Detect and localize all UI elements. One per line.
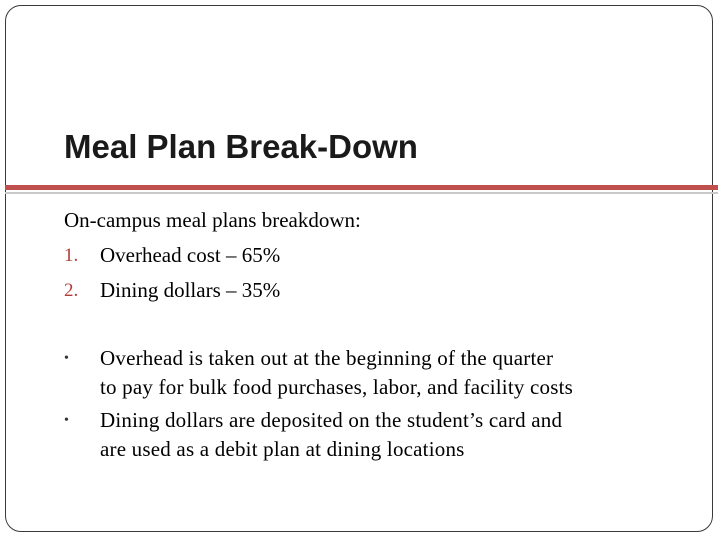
bullet-text: [100, 344, 573, 402]
bullet-marker: •: [64, 351, 69, 366]
bullet-overhead: [64, 344, 573, 402]
numbered-item-dining-dollars: [64, 278, 280, 303]
bullet-line: Dining dollars are deposited on the student’s card and: [100, 408, 563, 432]
intro-text: On-campus meal plans breakdown:: [64, 208, 361, 232]
bullet-dining-dollars: [64, 406, 562, 464]
item-text: Overhead cost – 65%: [100, 243, 281, 267]
title-accent-rule: [5, 185, 718, 190]
bullet-line: Overhead is taken out at the beginning of the quarter: [100, 346, 554, 370]
title-gray-rule: [5, 192, 718, 194]
bullet-marker: •: [64, 413, 69, 428]
bullet-text: [100, 406, 562, 464]
bullet-line: to pay for bulk food purchases, labor, and facility costs: [100, 375, 574, 399]
slide-title: Meal Plan Break-Down: [64, 128, 418, 165]
bullet-line: are used as a debit plan at dining locations: [100, 437, 465, 461]
item-number: 1.: [64, 245, 79, 266]
item-number: 2.: [64, 280, 79, 301]
item-text: Dining dollars – 35%: [100, 278, 281, 302]
numbered-item-overhead: [64, 243, 280, 268]
